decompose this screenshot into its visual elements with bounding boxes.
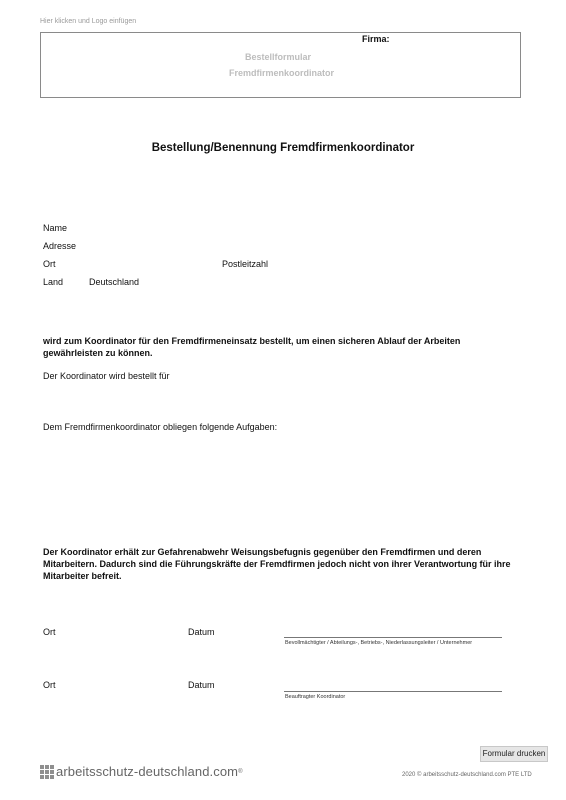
signature-caption: Beauftragter Koordinator [285, 694, 346, 700]
form-type-label: Bestellformular [245, 52, 312, 62]
signature-line [284, 691, 502, 692]
firma-label: Firma: [362, 34, 390, 44]
land-value: Deutschland [89, 277, 140, 287]
footer-copyright: 2020 © arbeitsschutz-deutschland.com PTE LTD [402, 772, 532, 778]
signature-ort-label: Ort [43, 680, 56, 690]
adresse-label: Adresse [43, 241, 77, 251]
signature-ort-label: Ort [43, 627, 56, 637]
form-subject-label: Fremdfirmenkoordinator [229, 68, 335, 78]
logo-placeholder-hint[interactable]: Hier klicken und Logo einfügen [40, 18, 137, 25]
postleitzahl-label: Postleitzahl [222, 259, 269, 269]
authority-paragraph: Der Koordinator erhält zur Gefahrenabwehr Weisungsbefugnis gegenüber den Fremdfirmen und deren Mitarbeitern. Dadurch sind die Führungskräfte der Fremdfirmen jedoch nicht von ihrer Verantwortung für ihre Mitarbeiter befreit. [43, 547, 511, 581]
duties-label: Dem Fremdfirmenkoordinator obliegen folgende Aufgaben: [43, 422, 278, 432]
signature-line [284, 637, 502, 638]
signature-datum-label: Datum [188, 627, 215, 637]
header-box [40, 32, 521, 98]
name-label: Name [43, 223, 68, 233]
signature-datum-label: Datum [188, 680, 215, 690]
appointment-paragraph: wird zum Koordinator für den Fremdfirmeneinsatz bestellt, um einen sicheren Ablauf der Arbeiten gewährleisten zu können. [43, 336, 461, 358]
signature-caption: Bevollmächtigter / Abteilungs-, Betriebs-, Niederlassungsleiter / Unternehmer [285, 640, 473, 646]
land-label: Land [43, 277, 64, 287]
brand-logo [40, 764, 243, 779]
print-form-button[interactable]: Formular drucken [480, 746, 548, 762]
brand-registered-mark: ® [238, 768, 243, 775]
brand-name: arbeitsschutz-deutschland.com [56, 764, 239, 779]
brand-grid-icon [40, 765, 54, 779]
document-title: Bestellung/Benennung Fremdfirmenkoordinator [151, 142, 415, 154]
appointed-for-label: Der Koordinator wird bestellt für [43, 371, 170, 381]
ort-label: Ort [43, 259, 56, 269]
